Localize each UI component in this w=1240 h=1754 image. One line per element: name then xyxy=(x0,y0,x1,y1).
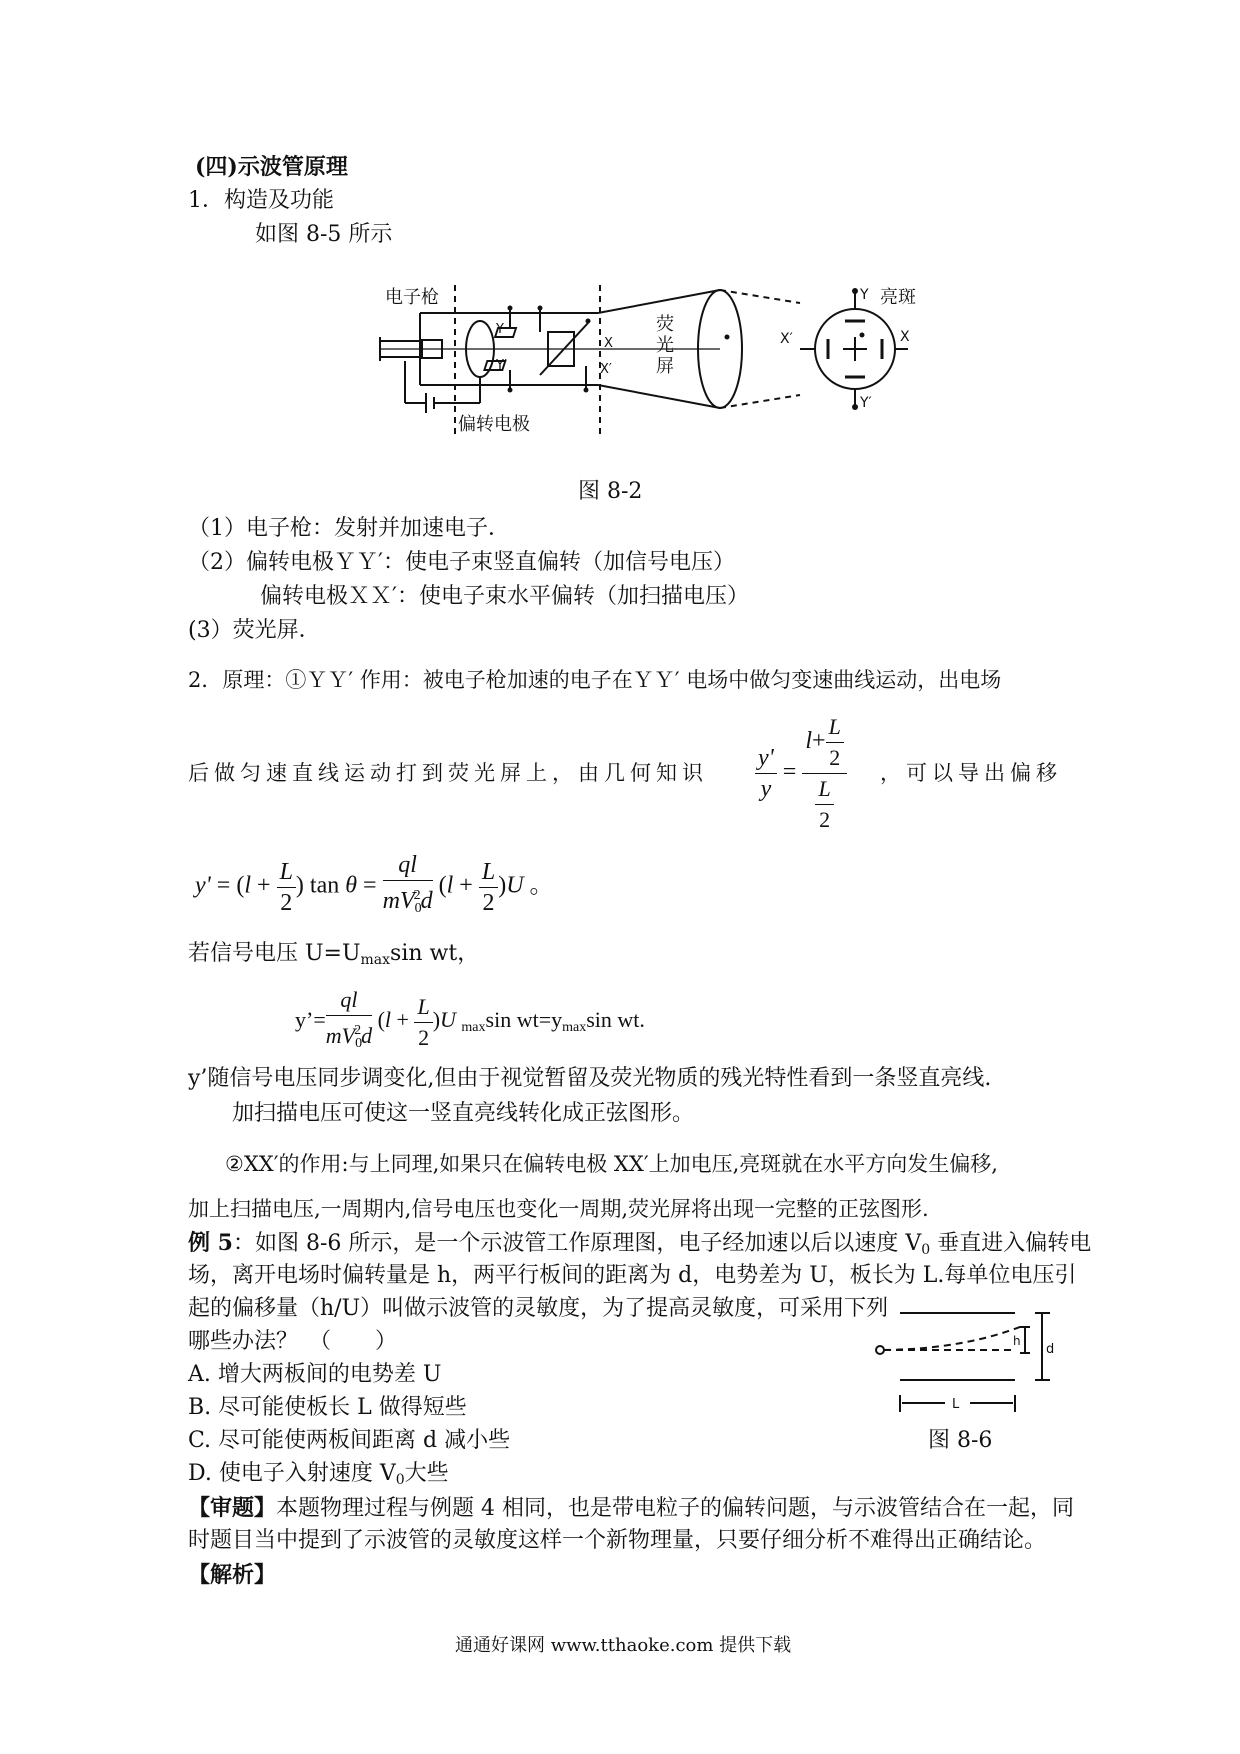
oscilloscope-tube-diagram xyxy=(360,285,930,485)
component-2: （2）偏转电极ＹＹ′：使电子束竖直偏转（加信号电压） xyxy=(188,550,735,575)
follow-text-2: 加扫描电压可使这一竖直亮线转化成正弦图形。 xyxy=(232,1101,695,1126)
label-plate-X: X xyxy=(604,336,613,351)
formula-ratio: $\frac{y'}{y}$ = l+ $\frac{L}{2}$ $\frac{L}{2}$ xyxy=(755,712,847,835)
label-screen-Yp: Y′ xyxy=(860,395,872,411)
formula-deflection: y' = (l + $\frac{L}{2}$ ) tan θ = $\frac{ql}{mV_0^2d}$ (l + $\frac{L}{2}$ )U 。 xyxy=(195,852,554,916)
label-screen-char-3: 屏 xyxy=(656,356,674,377)
example-5-line-3: 起的偏移量（h/U）叫做示波管的灵敏度，为了提高灵敏度，可采用下列 xyxy=(188,1296,889,1321)
component-1: （1）电子枪：发射并加速电子． xyxy=(188,516,510,541)
xx-effect-line-1: ②XX′的作用:与上同理,如果只在偏转电极 XX′上加电压,亮斑就在水平方向发生偏移, xyxy=(225,1152,998,1176)
label-L: L xyxy=(952,1397,960,1412)
review-line-1: 【审题】本题物理过程与例题 4 相同，也是带电粒子的偏转问题，与示波管结合在一起，同 xyxy=(188,1495,1075,1521)
option-B: B. 尽可能使板长 L 做得短些 xyxy=(188,1395,467,1420)
xx-effect-line-2: 加上扫描电压,一周期内,信号电压也变化一周期,荧光屏将出现一完整的正弦图形. xyxy=(188,1197,929,1221)
principle-line-2b: ，可以导出偏移 xyxy=(880,761,1062,785)
item1-figure-reference: 如图 8-5 所示 xyxy=(255,222,393,247)
analysis-heading: 【解析】 xyxy=(188,1562,277,1588)
option-D: D. 使电子入射速度 $V_0$大些 xyxy=(188,1461,449,1488)
figure-caption-8-2: 图 8-2 xyxy=(578,479,643,504)
item1-heading: 1．构造及功能 xyxy=(188,188,334,213)
label-h: h xyxy=(1013,1334,1021,1348)
signal-voltage-intro: 若信号电压 $U=U_{max}\sin$ wt， xyxy=(188,941,480,968)
label-screen-X: X xyxy=(900,329,910,345)
component-2b: 偏转电极ＸＸ′：使电子束水平偏转（加扫描电压） xyxy=(260,584,749,609)
component-3: (3）荧光屏． xyxy=(188,618,321,643)
label-bright-spot: 亮斑 xyxy=(880,287,916,308)
example-5-line-1: 例 5：如图 8-6 所示，是一个示波管工作原理图，电子经加速以后以速度 $V_0$ 垂直进入偏转电 xyxy=(188,1230,1092,1258)
label-screen-Y: Y xyxy=(860,287,869,303)
label-screen-char-1: 荧 xyxy=(656,314,674,335)
page-footer: 通通好课网 www.tthaoke.com 提供下载 xyxy=(455,1635,792,1656)
section-title: (四)示波管原理 xyxy=(195,154,348,180)
label-plate-Yp: Y′ xyxy=(496,358,507,373)
option-A: A. 增大两板间的电势差 U xyxy=(188,1362,442,1387)
review-line-2: 时题目当中提到了示波管的灵敏度这样一个新物理量，只要仔细分析不难得出正确结论。 xyxy=(188,1528,1047,1553)
label-plate-Xp: X′ xyxy=(600,362,612,377)
principle-line-1: 2．原理：①ＹＹ′ 作用：被电子枪加速的电子在ＹＹ′ 电场中做匀变速曲线运动，出电场 xyxy=(188,668,1002,692)
option-C: C. 尽可能使两板间距离 d 减小些 xyxy=(188,1428,511,1453)
parallel-plate-diagram xyxy=(870,1305,1070,1425)
label-plate-Y: Y xyxy=(496,322,504,337)
label-screen-Xp: X′ xyxy=(780,331,793,347)
follow-text-1: y’随信号电压同步调变化,但由于视觉暂留及荧光物质的残光特性看到一条竖直亮线. xyxy=(188,1066,992,1091)
label-electron-gun: 电子枪 xyxy=(385,287,439,308)
example-5-line-2: 场，离开电场时偏转量是 h，两平行板间的距离为 d，电势差为 U，板长为 L.每单位电压引 xyxy=(188,1263,1077,1288)
example-5-line-4: 哪些办法？ （ ） xyxy=(188,1329,398,1354)
label-screen-char-2: 光 xyxy=(656,335,674,356)
principle-line-2a: 后做匀速直线运动打到荧光屏上，由几何知识 xyxy=(188,761,708,785)
figure-caption-8-6: 图 8-6 xyxy=(928,1428,993,1453)
formula-sine-deflection: y’= $\frac{ql}{mV_0^2d}$ (l + $\frac{L}{2}$ )U $_{max}$sin $wt=y_{max}\sin$ wt. xyxy=(295,987,645,1051)
label-d: d xyxy=(1046,1342,1055,1357)
label-deflection-electrodes: 偏转电极 xyxy=(458,414,530,435)
